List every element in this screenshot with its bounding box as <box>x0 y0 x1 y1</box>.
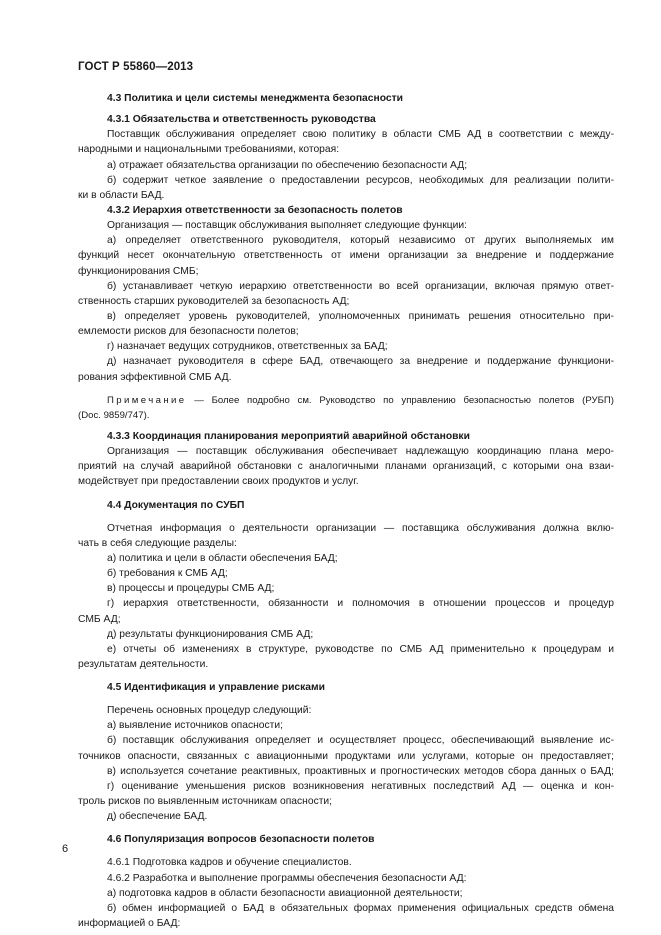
list-item: а) подготовка кадров в области безопасности авиационной деятельности; <box>107 887 463 899</box>
list-item: в) процессы и процедуры СМБ АД; <box>107 583 275 595</box>
subsection-heading-4-3-3: 4.3.3 Координация планирования мероприятий аварийной обстановки <box>107 430 470 442</box>
note-line-continuation: (Doc. 9859/747). <box>78 409 150 421</box>
paragraph-line: модействует при предоставлении своих продуктов и услуг. <box>78 476 359 488</box>
list-item: б) требования к СМБ АД; <box>107 568 228 580</box>
list-item: д) результаты функционирования СМБ АД; <box>107 628 314 640</box>
list-item-continuation: функционирования СМБ; <box>78 265 199 277</box>
paragraph-line: приятий на случай аварийной обстановки с аналогичными планами организаций, с которыми она взаи- <box>78 461 614 473</box>
section-heading-4-4: 4.4 Документация по СУБП <box>107 499 245 511</box>
list-item-continuation: СМБ АД; <box>78 613 121 625</box>
paragraph-line: Поставщик обслуживания определяет свою политику в области СМБ АД в соответствии с между- <box>107 129 614 141</box>
list-item: г) оценивание уменьшения рисков возникновения негативных последствий АД — оценка и кон- <box>107 780 614 792</box>
list-item-continuation: рования эффективной СМБ АД. <box>78 371 232 383</box>
document-header: ГОСТ Р 55860—2013 <box>78 61 194 73</box>
list-item-continuation: ки в области БАД. <box>78 189 165 201</box>
list-item-continuation: точников опасности, связанных с авиационными продуктами или услугами, которые он предоставляет; <box>78 750 614 762</box>
paragraph-line: чать в себя следующие разделы: <box>78 537 237 549</box>
list-item: б) устанавливает четкую иерархию ответственности во всей организации, включая прямую ответ- <box>107 280 614 292</box>
list-item: г) назначает ведущих сотрудников, ответственных за БАД; <box>107 341 388 353</box>
list-item: б) содержит четкое заявление о предоставлении ресурсов, необходимых для реализации полити- <box>107 174 614 186</box>
paragraph-line: народными и национальными требованиями, которая: <box>78 144 340 156</box>
list-item-continuation: троль рисков по выявленным источникам опасности; <box>78 796 333 808</box>
list-item-continuation: результатам деятельности. <box>78 658 209 670</box>
list-item-continuation: емлемости рисков для безопасности полетов; <box>78 326 299 338</box>
list-item: а) выявление источников опасности; <box>107 720 284 732</box>
list-item: б) обмен информацией о БАД в обязательных формах применения официальных средств обмена <box>107 902 614 914</box>
list-item: б) поставщик обслуживания определяет и осуществляет процесс, обеспечивающий выявление ис- <box>107 735 614 747</box>
subsection-heading-4-3-2: 4.3.2 Иерархия ответственности за безопасность полетов <box>107 204 403 216</box>
paragraph-line: 4.6.2 Разработка и выполнение программы обеспечения безопасности АД: <box>107 872 467 884</box>
list-item: е) отчеты об изменениях в структуре, руководстве по СМБ АД применительно к процедурам и <box>107 643 614 655</box>
note-line <box>78 393 614 408</box>
list-item-continuation: функций несет окончательную ответственность от имени организации за внедрение и поддержание <box>78 250 614 262</box>
list-item-continuation: информацией о БАД: <box>78 918 181 930</box>
paragraph-line: Организация — поставщик обслуживания выполняет следующие функции: <box>107 220 467 232</box>
list-item-continuation: ственность старших руководителей за безопасность АД; <box>78 295 350 307</box>
section-heading-4-5: 4.5 Идентификация и управление рисками <box>107 682 325 694</box>
paragraph-line: Организация — поставщик обслуживания обеспечивает надлежащую координацию плана меро- <box>107 446 614 458</box>
list-item: в) определяет уровень руководителей, уполномоченных принимать решения относительно при- <box>107 310 614 322</box>
list-item: д) назначает руководителя в сфере БАД, отвечающего за внедрение и поддержание функциони- <box>107 356 614 368</box>
note-text: — Более подробно см. Руководство по управлению безопасностью полетов (РУБП) <box>186 394 614 406</box>
list-item: в) используется сочетание реактивных, проактивных и прогностических методов сбора данных о БАД; <box>107 765 614 777</box>
paragraph-line: Отчетная информация о деятельности организации — поставщика обслуживания должна вклю- <box>107 522 614 534</box>
section-heading-4-6: 4.6 Популяризация вопросов безопасности полетов <box>107 834 375 846</box>
list-item: г) иерархия ответственности, обязанности и полномочия в отношении процессов и процедур <box>107 598 614 610</box>
page-number: 6 <box>62 843 69 855</box>
section-heading-4-3: 4.3 Политика и цели системы менеджмента безопасности <box>107 93 403 104</box>
paragraph-line: Перечень основных процедур следующий: <box>107 705 312 717</box>
subsection-heading-4-3-1: 4.3.1 Обязательства и ответственность руководства <box>107 114 376 126</box>
list-item: д) обеспечение БАД. <box>107 811 208 823</box>
document-body <box>78 91 614 931</box>
list-item: а) политика и цели в области обеспечения БАД; <box>107 552 338 564</box>
list-item: а) определяет ответственного руководителя, который независимо от других выполняемых им <box>107 235 614 247</box>
note-label: Примечание <box>107 394 187 406</box>
list-item: а) отражает обязательства организации по обеспечению безопасности АД; <box>107 159 468 171</box>
paragraph-line: 4.6.1 Подготовка кадров и обучение специалистов. <box>107 857 352 869</box>
